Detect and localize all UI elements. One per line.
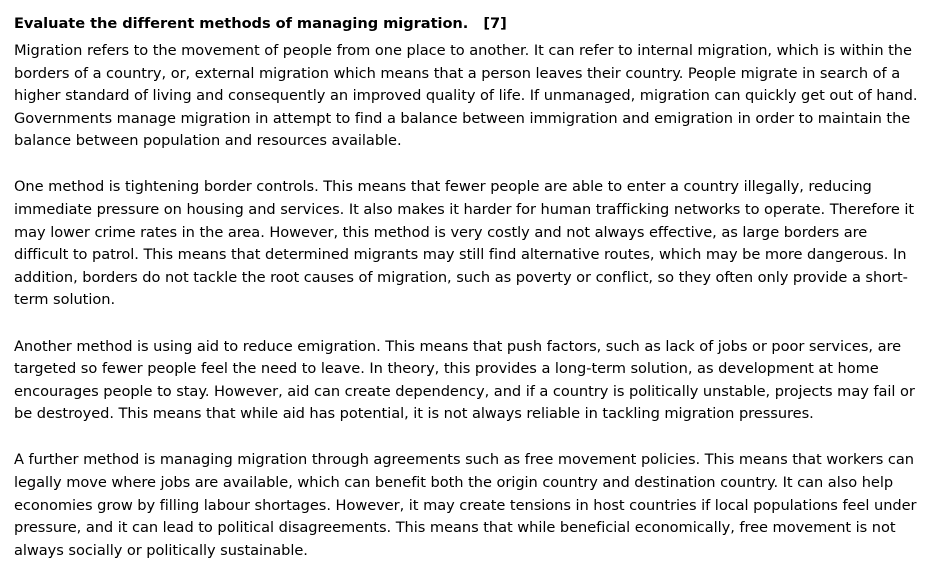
- paragraph-introduction: Migration refers to the movement of people from one place to another. It can refer to internal migration, which is within the borders of a country, or, external migration which means that a person leaves their country. People migrate in search of a higher standard of living and consequently an improved quality of life. If unmanaged, migration can quickly get out of hand. Governments manage migration in attempt to find a balance between immigration and emigration in order to maintain the balance between population and resources available.: [14, 42, 918, 150]
- paragraph-spacer: [14, 426, 920, 450]
- paragraph-spacer: [14, 312, 920, 336]
- question-heading: Evaluate the different methods of managing migration. [7]: [14, 15, 507, 32]
- paragraph-free-movement: A further method is managing migration through agreements such as free movement policies. This means that workers can legally move where jobs are available, which can benefit both the origin country and destination country. It can also help economies grow by filling labour shortages. However, it may create tensions in host countries if local populations feel under pressure, and it can lead to political disagreements. This means that while beneficial economically, free movement is not always socially or politically sustainable.: [14, 451, 917, 559]
- paragraph-spacer: [14, 153, 920, 177]
- paragraph-border-controls: One method is tightening border controls. This means that fewer people are able to enter a country illegally, reducing immediate pressure on housing and services. It also makes it harder for human trafficking networks to operate. Therefore it may lower crime rates in the area. However, this method is very costly and not always effective, as large borders are difficult to patrol. This means that determined migrants may still find alternative routes, which may be more dangerous. In addition, borders do not tackle the root causes of migration, such as poverty or conflict, so they often only provide a short-term solution.: [14, 178, 915, 309]
- paragraph-aid: Another method is using aid to reduce emigration. This means that push factors, such as lack of jobs or poor services, are targeted so fewer people feel the need to leave. In theory, this provides a long-term solution, as development at home encourages people to stay. However, aid can create dependency, and if a country is politically unstable, projects may fail or be destroyed. This means that while aid has potential, it is not always reliable in tackling migration pressures.: [14, 337, 915, 423]
